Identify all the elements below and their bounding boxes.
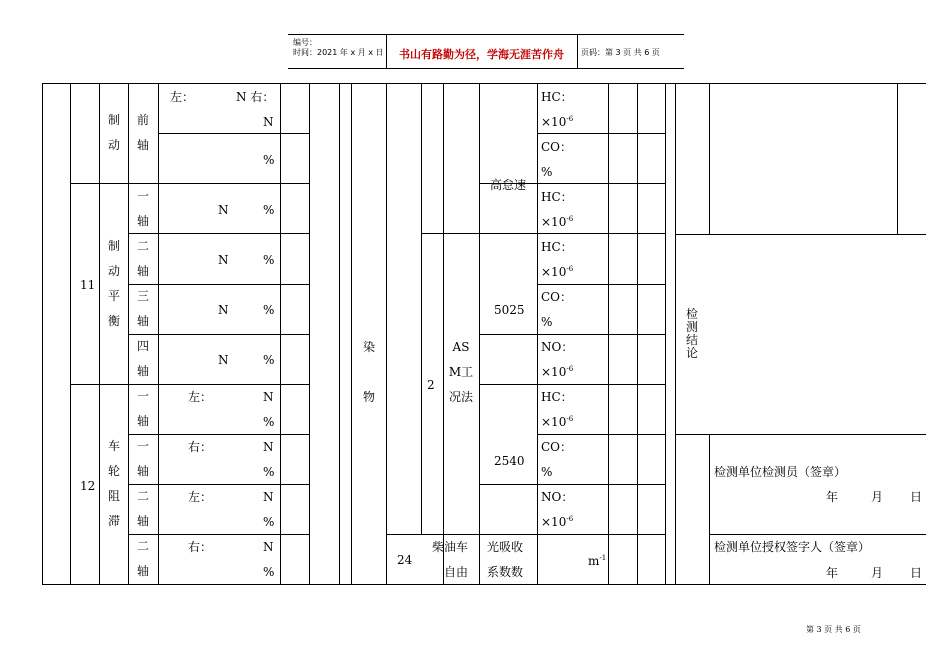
asm-5025-label: 5025 <box>494 303 525 317</box>
side-label: 左： <box>188 490 213 504</box>
unit-n: N <box>263 115 274 129</box>
axle-label: 一轴 <box>136 189 149 228</box>
table-top-border <box>42 83 926 84</box>
col-line <box>70 83 71 585</box>
header-top-rule <box>288 34 684 35</box>
category-braking: 制动 <box>107 113 120 152</box>
row-line <box>128 233 310 234</box>
diesel-label: 柴油车 <box>432 540 469 554</box>
unit-ppm: $\times 10^{-6}$ <box>541 515 574 529</box>
table-bottom-border <box>42 584 926 585</box>
unit-percent: % <box>263 203 275 217</box>
asm-2540-label: 2540 <box>494 454 525 468</box>
row-line <box>128 534 310 535</box>
conclusion-title: 检测结论 <box>685 307 698 360</box>
row-line <box>421 233 666 234</box>
header-page-label: 页码：第 3 页 共 6 页 <box>581 48 660 57</box>
side-label: 左： <box>188 390 213 404</box>
table-left-border <box>42 83 43 585</box>
unit-n: N <box>218 203 229 217</box>
unit-ppm: $\times 10^{-6}$ <box>541 365 574 379</box>
row-line <box>479 384 666 385</box>
gas-hc: HC： <box>541 90 573 104</box>
left-side-label: 左： <box>170 90 195 104</box>
row-line <box>675 434 926 435</box>
col-line <box>675 83 676 585</box>
row-line <box>128 284 310 285</box>
date-year: 年 <box>826 490 839 504</box>
date-year: 年 <box>826 566 839 580</box>
date-month: 月 <box>871 566 884 580</box>
gas-no: NO： <box>541 490 574 504</box>
date-month: 月 <box>871 490 884 504</box>
axle-label: 一轴 <box>136 389 149 428</box>
unit-n: N <box>263 390 274 404</box>
row-line <box>537 434 666 435</box>
gas-co: CO： <box>541 290 573 304</box>
unit-n: N <box>263 440 274 454</box>
unit-n: N <box>218 353 229 367</box>
unit-per-meter: $m^{-1}$ <box>588 554 607 568</box>
axle-label: 二轴 <box>136 239 149 278</box>
item-number-24: 24 <box>397 553 413 567</box>
item-number-11: 11 <box>80 278 96 292</box>
date-day: 日 <box>910 566 923 580</box>
unit-percent: % <box>263 565 275 579</box>
unit-percent: % <box>541 165 553 179</box>
absorption-label-2: 系数数 <box>487 565 524 579</box>
unit-percent: % <box>263 515 275 529</box>
row-line <box>158 133 310 134</box>
gas-hc: HC： <box>541 390 573 404</box>
col-line <box>339 83 340 585</box>
n-right-label: N 右： <box>236 90 275 104</box>
row-line <box>709 534 926 535</box>
row-line <box>128 434 310 435</box>
unit-ppm: $\times 10^{-6}$ <box>541 415 574 429</box>
row-line <box>128 334 310 335</box>
row-line <box>70 384 310 385</box>
header-motto: 书山有路勤为径，学海无涯苦作舟 <box>399 48 564 61</box>
header-time-label: 时间：2021 年 x 月 x 日 <box>293 48 384 57</box>
header-divider <box>386 34 387 68</box>
col-line <box>386 83 387 585</box>
category-wheel-drag: 车轮阻滞 <box>107 439 120 528</box>
unit-n: N <box>263 490 274 504</box>
page-footer: 第 3 页 共 6 页 <box>806 625 861 634</box>
row-line <box>537 484 666 485</box>
unit-ppm: $\times 10^{-6}$ <box>541 115 574 129</box>
header-number-label: 编号： <box>293 38 317 47</box>
row-line <box>70 183 310 184</box>
row-line <box>675 234 926 235</box>
gas-hc: HC： <box>541 190 573 204</box>
diesel-label-2: 自由 <box>444 565 469 579</box>
method-number: 2 <box>427 378 435 392</box>
gas-no: NO： <box>541 340 574 354</box>
side-label: 右： <box>188 540 213 554</box>
col-line <box>421 83 422 535</box>
axle-label: 四轴 <box>136 339 149 378</box>
method-asm: ASM工况法 <box>448 340 474 404</box>
side-label: 右： <box>188 440 213 454</box>
pollutant-char: 物 <box>363 390 376 404</box>
col-line <box>897 83 898 234</box>
axle-front-label: 前轴 <box>136 113 149 152</box>
col-line <box>351 83 352 585</box>
row-line <box>537 133 666 134</box>
row-line <box>537 334 666 335</box>
unit-percent: % <box>263 303 275 317</box>
unit-n: N <box>263 540 274 554</box>
unit-ppm: $\times 10^{-6}$ <box>541 215 574 229</box>
unit-n: N <box>218 253 229 267</box>
inspector-signature-label: 检测单位检测员（签章） <box>714 465 847 479</box>
axle-label: 一轴 <box>136 439 149 478</box>
unit-n: N <box>218 303 229 317</box>
unit-ppm: $\times 10^{-6}$ <box>541 265 574 279</box>
unit-percent: % <box>263 353 275 367</box>
header-divider <box>577 34 578 68</box>
row-line <box>479 334 537 335</box>
item-number-12: 12 <box>80 479 96 493</box>
header-bottom-rule <box>288 68 684 69</box>
unit-percent: % <box>263 253 275 267</box>
row-line <box>537 284 666 285</box>
row-line <box>386 534 666 535</box>
gas-co: CO： <box>541 140 573 154</box>
axle-label: 二轴 <box>136 539 149 578</box>
col-line <box>99 83 100 585</box>
category-brake-balance: 制动平衡 <box>107 239 120 328</box>
col-line <box>709 83 710 234</box>
row-line <box>128 484 310 485</box>
absorption-label: 光吸收 <box>487 540 524 554</box>
gas-hc: HC： <box>541 240 573 254</box>
unit-percent: % <box>263 153 275 167</box>
col-line <box>443 83 444 585</box>
high-idle-label: 高怠速 <box>490 178 527 192</box>
row-line <box>479 484 537 485</box>
signatory-label: 检测单位授权签字人（签章） <box>714 540 871 554</box>
pollutant-char: 染 <box>363 340 376 354</box>
date-day: 日 <box>910 490 923 504</box>
gas-co: CO： <box>541 440 573 454</box>
unit-percent: % <box>541 315 553 329</box>
unit-percent: % <box>263 465 275 479</box>
unit-percent: % <box>541 465 553 479</box>
unit-percent: % <box>263 415 275 429</box>
axle-label: 三轴 <box>136 289 149 328</box>
axle-label: 二轴 <box>136 489 149 528</box>
col-line <box>709 434 710 585</box>
